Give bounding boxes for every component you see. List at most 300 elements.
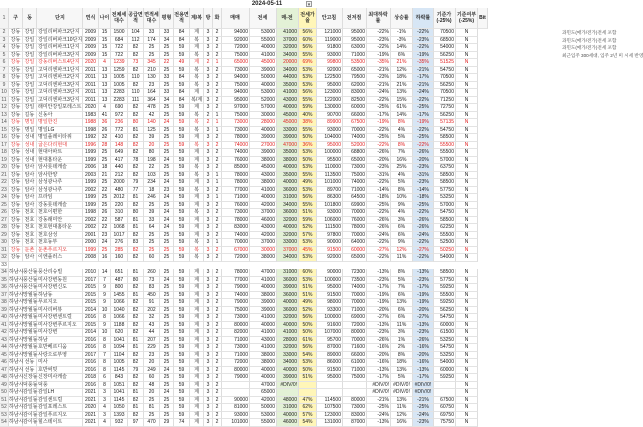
table-cell[interactable]: 14% xyxy=(391,112,413,120)
table-cell[interactable]: 23 xyxy=(144,82,160,90)
table-cell[interactable]: 1999 xyxy=(83,202,99,210)
table-cell[interactable]: 59% xyxy=(299,217,317,225)
table-cell[interactable]: 8% xyxy=(391,269,413,277)
table-cell[interactable]: 3 xyxy=(204,82,213,90)
table-cell[interactable]: 강일리버파크1단지 xyxy=(37,44,83,52)
table-cell[interactable]: 3 xyxy=(204,224,213,232)
table-cell[interactable]: 38000 xyxy=(250,292,277,300)
table-cell[interactable]: 125 xyxy=(144,127,160,135)
table-cell[interactable]: N xyxy=(456,352,478,360)
table-cell[interactable]: 2012 xyxy=(111,194,128,202)
table-cell[interactable]: 722 xyxy=(111,44,128,52)
table-cell[interactable]: 하남시 xyxy=(9,276,24,283)
table-cell[interactable]: 11% xyxy=(391,404,413,412)
table-cell[interactable]: 160 xyxy=(111,254,128,262)
table-cell[interactable]: 25 xyxy=(160,352,174,360)
table-cell[interactable]: 59 xyxy=(174,239,190,247)
table-cell[interactable]: 72000 xyxy=(222,44,250,52)
table-cell[interactable]: 망월동 xyxy=(23,291,38,298)
table-cell[interactable]: 54% xyxy=(299,419,317,427)
table-cell[interactable]: -23% xyxy=(413,37,434,45)
table-cell[interactable]: 82 xyxy=(128,44,144,52)
table-cell[interactable]: 37000 xyxy=(250,239,277,247)
table-cell[interactable]: #DIV/0! xyxy=(277,382,299,390)
table-cell[interactable]: 호반써밋 xyxy=(37,367,83,375)
table-cell[interactable]: 49 xyxy=(174,59,190,67)
table-cell[interactable]: 계 xyxy=(190,397,204,405)
table-cell[interactable]: 하남시 xyxy=(9,329,24,335)
table-cell[interactable]: 86300 xyxy=(317,194,343,202)
table-cell[interactable]: 3 xyxy=(204,157,213,165)
table-cell[interactable]: N xyxy=(456,389,478,397)
table-cell[interactable]: 2020 xyxy=(83,104,99,112)
table-cell[interactable]: 3 xyxy=(99,397,111,405)
table-cell[interactable]: 25 xyxy=(160,67,174,75)
table-cell[interactable]: 9 xyxy=(99,284,111,292)
table-cell[interactable]: 63000 xyxy=(343,44,367,52)
table-cell[interactable]: 1094 xyxy=(111,344,128,352)
table-cell[interactable]: -23% xyxy=(367,37,391,45)
table-cell[interactable]: 52% xyxy=(299,224,317,232)
table-cell[interactable]: 계 xyxy=(190,284,204,292)
table-cell[interactable]: 54000 xyxy=(434,44,456,52)
table-cell[interactable]: 82 xyxy=(128,172,144,180)
table-cell[interactable]: N xyxy=(456,322,478,330)
table-cell[interactable]: 70500 xyxy=(434,74,456,82)
table-cell[interactable]: 82500 xyxy=(343,97,367,105)
table-cell[interactable]: 1999 xyxy=(83,157,99,165)
table-cell[interactable]: 25 xyxy=(160,52,174,60)
table-cell[interactable]: 2 xyxy=(213,37,222,45)
table-cell[interactable]: 하남시 xyxy=(9,351,24,358)
table-cell[interactable]: 25 xyxy=(160,292,174,300)
table-cell[interactable]: 81000 xyxy=(222,404,250,412)
table-cell[interactable]: 2 xyxy=(213,142,222,150)
table-cell[interactable]: 1999 xyxy=(83,149,99,157)
table-cell[interactable]: 59 xyxy=(174,209,190,217)
table-cell[interactable]: 78000 xyxy=(222,217,250,225)
table-cell[interactable]: 32 xyxy=(99,134,111,142)
table-cell[interactable]: 113500 xyxy=(317,172,343,180)
table-cell[interactable]: 41000 xyxy=(250,329,277,337)
table-cell[interactable]: -19% xyxy=(367,299,391,307)
table-cell[interactable]: 복 xyxy=(190,239,204,247)
table-cell[interactable]: -22% xyxy=(413,97,434,105)
table-cell[interactable]: 53% xyxy=(299,359,317,367)
table-cell[interactable]: 감일센트럴 xyxy=(37,397,83,405)
table-cell[interactable]: 강동 xyxy=(9,232,23,240)
table-cell[interactable]: 82 xyxy=(128,412,144,420)
table-cell[interactable]: 37000 xyxy=(277,37,299,45)
table-cell[interactable]: 83 xyxy=(128,239,144,247)
table-cell[interactable]: N xyxy=(456,82,478,90)
table-cell[interactable]: 2 xyxy=(213,202,222,210)
table-cell[interactable]: 81 xyxy=(128,217,144,225)
table-cell[interactable]: 31000 xyxy=(277,269,299,277)
table-cell[interactable]: 75000 xyxy=(222,307,250,315)
table-cell[interactable]: 삼성광나루 xyxy=(37,187,83,195)
table-cell[interactable]: N xyxy=(456,149,478,157)
table-cell[interactable]: 39000 xyxy=(277,374,299,382)
table-cell[interactable]: 2011 xyxy=(83,82,99,90)
table-cell[interactable]: 2 xyxy=(204,119,213,127)
table-cell[interactable]: 75750 xyxy=(434,419,456,427)
table-cell[interactable]: 59 xyxy=(174,179,190,187)
table-cell[interactable]: 39 xyxy=(144,209,160,217)
table-cell[interactable]: 25 xyxy=(160,397,174,405)
table-cell[interactable]: N xyxy=(456,239,478,247)
table-cell[interactable]: 강동 xyxy=(9,247,23,255)
table-cell[interactable]: -35% xyxy=(367,59,391,67)
table-cell[interactable] xyxy=(299,389,317,397)
table-cell[interactable]: 37000 xyxy=(250,209,277,217)
table-cell[interactable]: -17% xyxy=(367,284,391,292)
table-cell[interactable]: N xyxy=(456,397,478,405)
table-cell[interactable]: 강일 xyxy=(23,104,37,112)
table-cell[interactable]: 망월동 xyxy=(23,344,38,350)
table-cell[interactable]: 13 xyxy=(99,74,111,82)
table-cell[interactable]: 620 xyxy=(111,329,128,337)
table-cell[interactable]: 21 xyxy=(99,172,111,180)
table-cell[interactable]: 25 xyxy=(160,284,174,292)
table-cell[interactable]: 선동 xyxy=(23,359,37,367)
table-cell[interactable]: 80 xyxy=(128,119,144,127)
table-cell[interactable]: 3 xyxy=(204,344,213,352)
header-cell[interactable]: 화 xyxy=(213,8,222,29)
table-cell[interactable]: 하남시 xyxy=(9,321,24,328)
table-cell[interactable]: 40000 xyxy=(277,179,299,187)
table-cell[interactable]: -23% xyxy=(413,419,434,427)
table-cell[interactable]: 계 xyxy=(190,307,204,315)
header-cell[interactable]: 방 xyxy=(204,8,213,29)
table-cell[interactable]: 24 xyxy=(160,209,174,217)
table-cell[interactable]: 2 xyxy=(213,97,222,105)
table-cell[interactable]: -16% xyxy=(413,344,434,352)
table-cell[interactable]: -26% xyxy=(367,149,391,157)
table-cell[interactable]: 4% xyxy=(391,127,413,135)
table-cell[interactable]: N xyxy=(456,344,478,352)
table-cell[interactable]: 복 xyxy=(190,82,204,90)
table-cell[interactable]: N xyxy=(456,172,478,180)
table-cell[interactable]: 2020 xyxy=(83,59,99,67)
table-cell[interactable]: 복 xyxy=(190,112,204,120)
table-cell[interactable]: 24 xyxy=(160,157,174,165)
table-cell[interactable]: 59 xyxy=(174,187,190,195)
table-cell[interactable]: 25 xyxy=(144,44,160,52)
table-cell[interactable]: 65000 xyxy=(343,157,367,165)
table-cell[interactable]: -20% xyxy=(367,307,391,315)
table-cell[interactable]: 100000 xyxy=(317,149,343,157)
table-cell[interactable]: 하남시 xyxy=(9,419,24,425)
table-cell[interactable]: 5% xyxy=(391,277,413,285)
table-cell[interactable]: 46000 xyxy=(277,419,299,427)
table-cell[interactable]: 25 xyxy=(144,397,160,405)
table-cell[interactable]: 81 xyxy=(128,404,144,412)
table-cell[interactable]: 3% xyxy=(391,329,413,337)
table-cell[interactable]: 35000 xyxy=(277,149,299,157)
table-cell[interactable]: 76000 xyxy=(343,217,367,225)
table-cell[interactable]: 3 xyxy=(204,367,213,375)
table-cell[interactable]: 20 xyxy=(144,142,160,150)
table-cell[interactable]: 명일 xyxy=(23,127,37,135)
table-cell[interactable]: 34 xyxy=(160,97,174,105)
table-cell[interactable]: 84 xyxy=(174,29,190,37)
table-cell[interactable]: 13 xyxy=(99,82,111,90)
table-cell[interactable]: 2016 xyxy=(83,359,99,367)
table-cell[interactable]: 강동 xyxy=(9,142,23,150)
table-cell[interactable]: 2 xyxy=(213,29,222,37)
table-cell[interactable]: -13% xyxy=(367,419,391,427)
table-cell[interactable]: 45000 xyxy=(277,112,299,120)
table-cell[interactable]: 15 xyxy=(99,29,111,37)
table-cell[interactable]: N xyxy=(456,44,478,52)
table-cell[interactable]: 풍산동 xyxy=(23,284,38,290)
table-cell[interactable]: 암사 xyxy=(23,202,37,210)
table-cell[interactable]: 80 xyxy=(128,277,144,285)
table-cell[interactable]: 41000 xyxy=(277,89,299,97)
table-cell[interactable]: 45000 xyxy=(250,59,277,67)
table-cell[interactable]: 성내 xyxy=(23,149,37,157)
table-cell[interactable]: 60000 xyxy=(434,367,456,375)
table-cell[interactable]: 13% xyxy=(391,397,413,405)
table-cell[interactable]: 1051 xyxy=(111,382,128,390)
table-cell[interactable]: 2 xyxy=(213,307,222,315)
table-cell[interactable]: 29 xyxy=(160,419,174,427)
table-cell[interactable]: -22% xyxy=(367,142,391,150)
table-cell[interactable]: 38000 xyxy=(277,157,299,165)
table-cell[interactable]: 57750 xyxy=(434,187,456,195)
table-cell[interactable]: 80 xyxy=(128,209,144,217)
table-cell[interactable]: 3 xyxy=(204,307,213,315)
table-cell[interactable]: 65000 xyxy=(250,389,277,397)
table-cell[interactable]: 310 xyxy=(111,209,128,217)
table-cell[interactable]: 둔촌푸르지오 xyxy=(37,247,83,255)
table-cell[interactable]: 계 xyxy=(190,44,204,52)
table-cell[interactable]: 131000 xyxy=(317,419,343,427)
table-cell[interactable]: 2014 xyxy=(83,307,99,315)
table-cell[interactable]: 4% xyxy=(391,209,413,217)
table-cell[interactable]: 37000 xyxy=(277,247,299,255)
table-cell[interactable]: 2017 xyxy=(83,277,99,285)
table-cell[interactable]: 강동 xyxy=(9,52,23,60)
table-cell[interactable]: 73 xyxy=(128,59,144,67)
table-cell[interactable]: 82 xyxy=(128,314,144,322)
table-cell[interactable]: -26% xyxy=(367,217,391,225)
table-cell[interactable]: 59 xyxy=(174,247,190,255)
table-cell[interactable]: 47000 xyxy=(250,269,277,277)
table-cell[interactable]: 67500 xyxy=(343,119,367,127)
table-cell[interactable]: 9 xyxy=(99,322,111,330)
table-cell[interactable]: 70500 xyxy=(434,29,456,37)
table-cell[interactable]: N xyxy=(456,157,478,165)
table-cell[interactable]: 59 xyxy=(174,382,190,390)
table-cell[interactable]: 34000 xyxy=(277,52,299,60)
table-cell[interactable]: 2015 xyxy=(83,292,99,300)
table-cell[interactable]: 2 xyxy=(213,157,222,165)
table-cell[interactable]: 강동 xyxy=(9,202,23,210)
table-cell[interactable]: 53500 xyxy=(343,59,367,67)
table-cell[interactable]: 2001 xyxy=(83,232,99,240)
table-cell[interactable]: 40000 xyxy=(250,82,277,90)
table-cell[interactable]: N xyxy=(456,202,478,210)
table-cell[interactable]: 59 xyxy=(174,52,190,60)
table-cell[interactable]: 62000 xyxy=(343,82,367,90)
table-cell[interactable]: 1 xyxy=(213,172,222,180)
table-cell[interactable]: 57135 xyxy=(434,119,456,127)
table-cell[interactable]: 97 xyxy=(128,419,144,427)
table-cell[interactable]: 2015 xyxy=(83,322,99,330)
table-cell[interactable]: 2 xyxy=(213,269,222,277)
table-cell[interactable]: 364 xyxy=(144,97,160,105)
table-cell[interactable]: 91500 xyxy=(317,292,343,300)
table-cell[interactable]: 1455 xyxy=(111,292,128,300)
table-cell[interactable]: 56250 xyxy=(434,112,456,120)
table-cell[interactable]: 44000 xyxy=(277,74,299,82)
table-cell[interactable]: 70000 xyxy=(343,232,367,240)
table-cell[interactable]: 61000 xyxy=(343,359,367,367)
table-cell[interactable]: 47000 xyxy=(277,142,299,150)
table-cell[interactable]: 40000 xyxy=(277,322,299,330)
table-cell[interactable]: 암사롯데캐슬 xyxy=(37,164,83,172)
table-cell[interactable]: 4 xyxy=(99,404,111,412)
table-cell[interactable]: 35000 xyxy=(277,82,299,90)
table-cell[interactable]: 104000 xyxy=(317,134,343,142)
table-cell[interactable]: 30000 xyxy=(250,247,277,255)
table-cell[interactable]: 45000 xyxy=(277,119,299,127)
table-cell[interactable]: 21% xyxy=(391,59,413,67)
table-cell[interactable]: 71600 xyxy=(343,344,367,352)
table-cell[interactable]: 470 xyxy=(144,419,160,427)
table-cell[interactable]: -22% xyxy=(367,97,391,105)
table-cell[interactable]: 강동 xyxy=(9,157,23,165)
table-cell[interactable]: 8% xyxy=(391,187,413,195)
table-cell[interactable]: 772 xyxy=(111,127,128,135)
table-cell[interactable]: 2 xyxy=(213,149,222,157)
table-cell[interactable]: 힐스테이트 xyxy=(37,419,83,427)
table-cell[interactable]: 55% xyxy=(299,172,317,180)
table-cell[interactable]: 82 xyxy=(128,374,144,382)
table-cell[interactable]: 25 xyxy=(99,149,111,157)
table-cell[interactable]: 55000 xyxy=(250,37,277,45)
table-cell[interactable]: 2016 xyxy=(83,367,99,375)
table-cell[interactable]: -24% xyxy=(367,232,391,240)
table-cell[interactable]: 1066 xyxy=(111,299,128,307)
table-cell[interactable]: 4 xyxy=(99,104,111,112)
table-cell[interactable]: 450 xyxy=(144,292,160,300)
table-cell[interactable]: 95000 xyxy=(317,82,343,90)
table-cell[interactable]: 암사 xyxy=(23,187,37,195)
table-cell[interactable]: 계 xyxy=(190,217,204,225)
table-cell[interactable]: 59 xyxy=(174,359,190,367)
header-cell[interactable]: 전용면적 xyxy=(174,8,190,29)
table-cell[interactable]: -17% xyxy=(367,374,391,382)
table-cell[interactable]: 71000 xyxy=(222,194,250,202)
table-cell[interactable]: 78000 xyxy=(222,172,250,180)
table-cell[interactable]: -22% xyxy=(367,239,391,247)
table-cell[interactable]: 감일푸르지오 xyxy=(37,412,83,420)
table-cell[interactable]: 40000 xyxy=(250,367,277,375)
header-cell[interactable]: 매매 xyxy=(222,8,250,29)
table-cell[interactable]: 망월동 xyxy=(23,299,38,305)
table-cell[interactable]: 1005 xyxy=(111,359,128,367)
table-cell[interactable]: 59 xyxy=(174,224,190,232)
table-cell[interactable]: -35% xyxy=(413,59,434,67)
table-cell[interactable]: -25% xyxy=(367,104,391,112)
table-cell[interactable]: 43000 xyxy=(277,97,299,105)
table-cell[interactable]: -13% xyxy=(413,367,434,375)
table-cell[interactable]: 3 xyxy=(204,299,213,307)
table-cell[interactable]: -24% xyxy=(413,412,434,420)
table-cell[interactable]: 성내 xyxy=(23,134,37,142)
table-cell[interactable]: 98000 xyxy=(317,299,343,307)
table-cell[interactable]: 249 xyxy=(144,367,160,375)
table-cell[interactable]: 강동 xyxy=(9,224,23,232)
table-cell[interactable]: 3 xyxy=(204,202,213,210)
table-cell[interactable]: 34000 xyxy=(277,254,299,262)
table-cell[interactable]: 3 xyxy=(204,239,213,247)
table-cell[interactable]: 2020 xyxy=(83,404,99,412)
table-cell[interactable]: 50250 xyxy=(434,247,456,255)
table-cell[interactable]: 72750 xyxy=(434,104,456,112)
table-cell[interactable]: -18% xyxy=(367,194,391,202)
table-cell[interactable]: 하남시 xyxy=(9,396,24,403)
table-cell[interactable]: 67500 xyxy=(434,397,456,405)
table-cell[interactable]: 93000 xyxy=(222,412,250,420)
table-cell[interactable]: 하남시 xyxy=(9,344,24,350)
table-cell[interactable]: 80000 xyxy=(343,397,367,405)
table-cell[interactable]: 59250 xyxy=(434,299,456,307)
table-cell[interactable]: 복 xyxy=(190,74,204,82)
table-cell[interactable]: 3 xyxy=(204,52,213,60)
table-cell[interactable]: 82 xyxy=(128,284,144,292)
table-cell[interactable]: -20% xyxy=(413,157,434,165)
table-cell[interactable]: 119000 xyxy=(317,37,343,45)
table-cell[interactable]: 미사강변동원 xyxy=(37,277,83,285)
table-cell[interactable]: -25% xyxy=(413,104,434,112)
table-cell[interactable]: 15% xyxy=(391,97,413,105)
table-cell[interactable]: 명일 xyxy=(23,119,37,127)
table-cell[interactable]: 하남 xyxy=(37,337,83,345)
table-cell[interactable]: 5% xyxy=(391,179,413,187)
table-cell[interactable]: 8 xyxy=(99,337,111,345)
table-cell[interactable]: 계 xyxy=(190,419,204,427)
table-cell[interactable]: 33 xyxy=(144,29,160,37)
table-cell[interactable]: 72300 xyxy=(343,269,367,277)
table-cell[interactable]: 하남시 xyxy=(9,269,24,275)
table-cell[interactable]: 1017 xyxy=(111,232,128,240)
table-cell[interactable] xyxy=(299,382,317,390)
table-cell[interactable]: 10 xyxy=(99,307,111,315)
table-cell[interactable]: 64 xyxy=(144,224,160,232)
table-cell[interactable]: N xyxy=(456,187,478,195)
table-cell[interactable]: 13% xyxy=(391,367,413,375)
table-cell[interactable]: 2 xyxy=(213,389,222,397)
table-cell[interactable]: 2 xyxy=(213,277,222,285)
table-cell[interactable]: 94000 xyxy=(222,29,250,37)
table-cell[interactable]: 26 xyxy=(99,209,111,217)
table-cell[interactable]: #DIV/0! xyxy=(367,382,391,390)
table-cell[interactable]: 70000 xyxy=(343,299,367,307)
table-cell[interactable]: 59 xyxy=(174,164,190,172)
table-cell[interactable]: -25% xyxy=(413,202,434,210)
table-cell[interactable]: 60000 xyxy=(343,104,367,112)
table-cell[interactable]: 59250 xyxy=(434,284,456,292)
table-cell[interactable]: 2021 xyxy=(83,419,99,427)
table-cell[interactable]: 110 xyxy=(128,74,144,82)
table-cell[interactable] xyxy=(277,389,299,397)
table-cell[interactable]: 56% xyxy=(299,344,317,352)
table-cell[interactable]: 52000 xyxy=(343,142,367,150)
